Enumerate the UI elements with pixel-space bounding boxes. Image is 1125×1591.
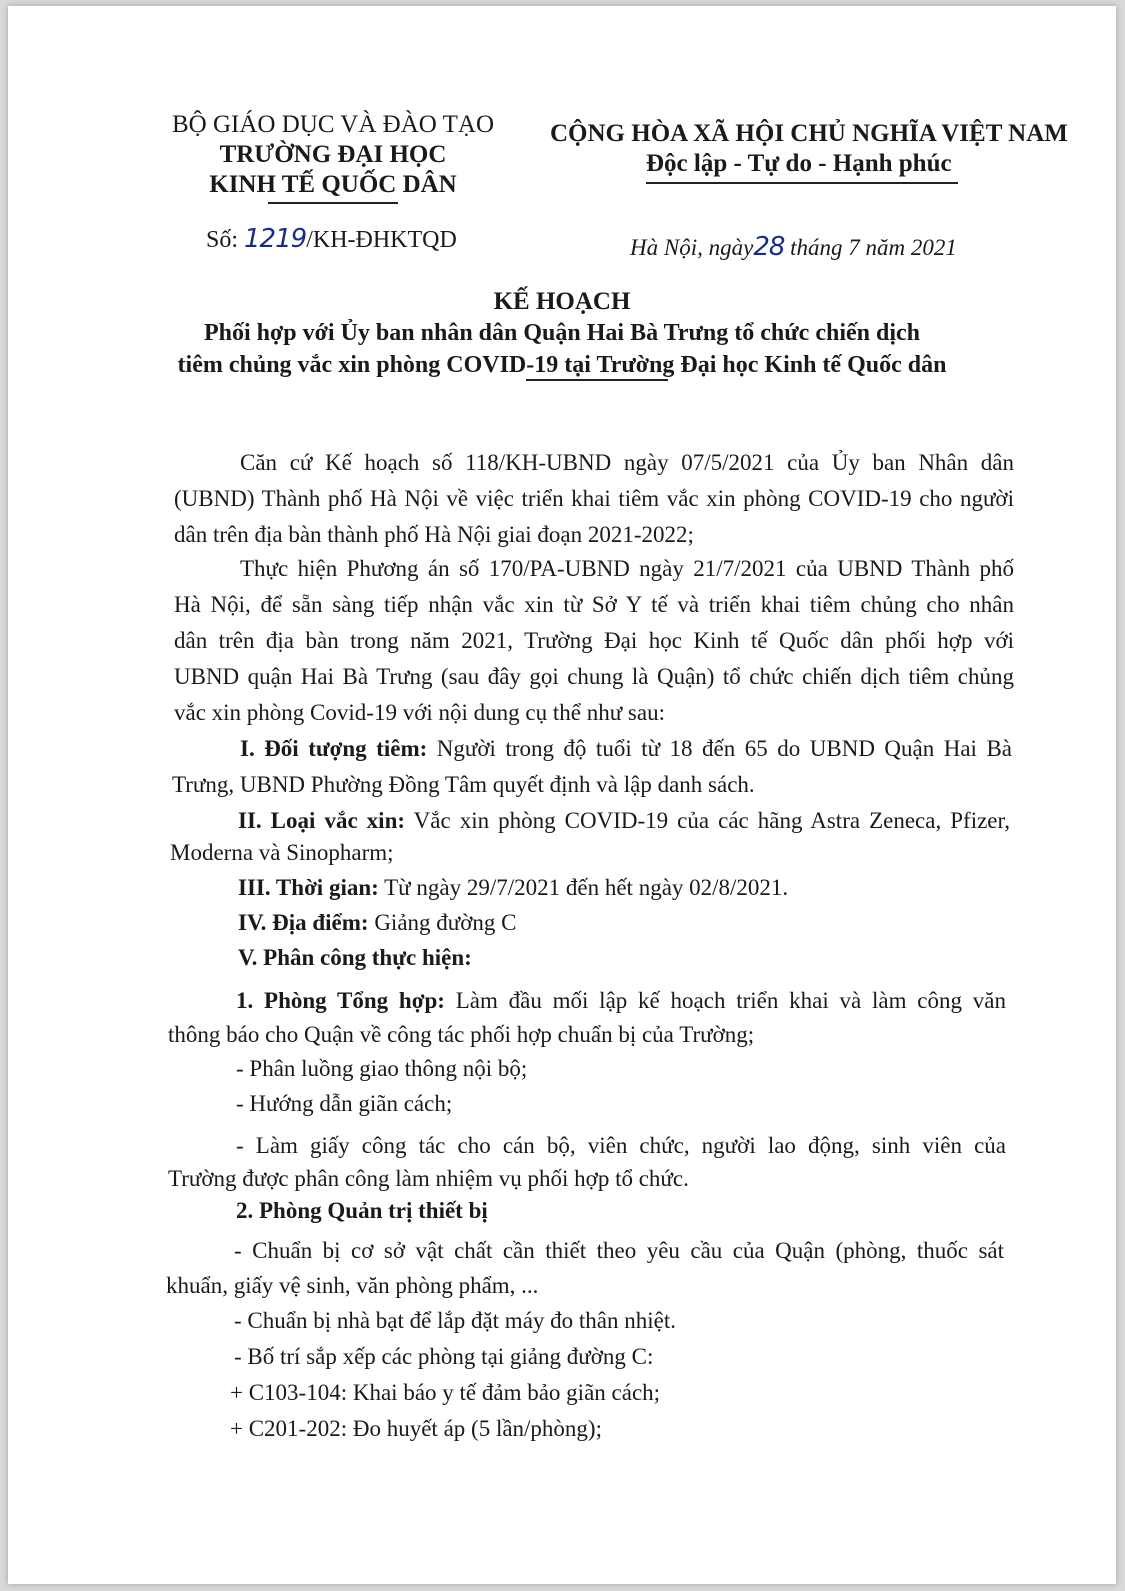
national-motto: Độc lập - Tự do - Hạnh phúc	[646, 150, 952, 177]
section-3	[238, 870, 788, 906]
duty-2-bullet-1-line2: khuẩn, giấy vệ sinh, văn phòng phẩm, ...	[166, 1273, 539, 1298]
duty-1-line2: thông báo cho Quận về công tác phối hợp chuẩn bị của Trường;	[168, 1022, 755, 1047]
handwritten-number: 1219	[244, 224, 307, 254]
title-underline	[526, 379, 668, 381]
section-2-line2: Moderna và Sinopharm;	[170, 840, 394, 865]
paragraph-2-line4: UBND quận Hai Bà Trưng (sau đây gọi chung là Quận) tổ chức chiến dịch tiêm chủng	[174, 664, 1014, 689]
duty-2-room-2: + C201-202: Đo huyết áp (5 lần/phòng);	[230, 1416, 602, 1441]
school-name-line2: KINH TẾ QUỐC DÂN	[209, 171, 457, 198]
section-1-line1	[240, 731, 1012, 767]
paragraph-2-line1: Thực hiện Phương án số 170/PA-UBND ngày 21/7/2021 của UBND Thành phố	[240, 556, 1014, 581]
paragraph-1-line3: dân trên địa bàn thành phố Hà Nội giai đoạn 2021-2022;	[174, 522, 694, 547]
paragraph-1-line2: (UBND) Thành phố Hà Nội về việc triển khai tiêm vắc xin phòng COVID-19 cho người	[174, 486, 1014, 511]
section-2-text: Vắc xin phòng COVID-19 của các hãng Astra Zeneca, Pfizer,	[405, 808, 1011, 833]
section-2-line1	[238, 803, 1010, 839]
duty-2-bullet-2: - Chuẩn bị nhà bạt để lắp đặt máy đo thân nhiệt.	[234, 1308, 676, 1333]
duty-2-room-1: + C103-104: Khai báo y tế đảm bảo giãn cách;	[230, 1380, 661, 1405]
handwritten-day: 28	[753, 232, 785, 262]
duty-1-label: 1. Phòng Tổng hợp:	[236, 988, 445, 1013]
document-page	[8, 6, 1116, 1584]
ministry-name: BỘ GIÁO DỤC VÀ ĐÀO TẠO	[172, 111, 494, 138]
country-name: CỘNG HÒA XÃ HỘI CHỦ NGHĨA VIỆT NAM	[550, 120, 1068, 147]
section-4-text: Giảng đường C	[368, 910, 517, 935]
paragraph-2-line2: Hà Nội, để sẵn sàng tiếp nhận vắc xin từ Sở Y tế và triển khai tiêm chủng cho nhân	[174, 592, 1014, 617]
duty-1-bullet-2: - Hướng dẫn giãn cách;	[236, 1091, 453, 1116]
date-prefix: Hà Nội, ngày	[630, 235, 754, 260]
document-subtitle-line2: tiêm chủng vắc xin phòng COVID-19 tại Trường Đại học Kinh tế Quốc dân	[177, 352, 947, 378]
duty-1-bullet-3-line1: - Làm giấy công tác cho cán bộ, viên chức, người lao động, sinh viên của	[236, 1133, 1006, 1158]
paragraph-1-line1: Căn cứ Kế hoạch số 118/KH-UBND ngày 07/5/2021 của Ủy ban Nhân dân	[240, 450, 1014, 475]
header-left-underline	[268, 202, 398, 204]
section-1-label: I. Đối tượng tiêm:	[240, 736, 428, 761]
section-3-text: Từ ngày 29/7/2021 đến hết ngày 02/8/2021.	[378, 875, 789, 900]
duty-1-bullet-3-line2: Trường được phân công làm nhiệm vụ phối hợp tổ chức.	[168, 1166, 689, 1191]
document-number	[206, 224, 457, 254]
section-2-label: II. Loại vắc xin:	[238, 808, 406, 833]
section-3-label: III. Thời gian:	[238, 875, 379, 900]
section-1-text: Người trong độ tuổi từ 18 đến 65 do UBND Quận Hai Bà	[427, 736, 1012, 761]
duty-2-heading: 2. Phòng Quản trị thiết bị	[236, 1198, 488, 1223]
section-1-line2: Trưng, UBND Phường Đồng Tâm quyết định và lập danh sách.	[172, 772, 755, 797]
school-name-line1: TRƯỜNG ĐẠI HỌC	[219, 141, 447, 168]
paragraph-2-line3: dân trên địa bàn trong năm 2021, Trường Đại học Kinh tế Quốc dân phối hợp với	[174, 628, 1014, 653]
duty-2-bullet-3: - Bố trí sắp xếp các phòng tại giảng đường C:	[234, 1344, 654, 1369]
duty-2-bullet-1-line1: - Chuẩn bị cơ sở vật chất cần thiết theo yêu cầu của Quận (phòng, thuốc sát	[234, 1238, 1004, 1263]
section-5-heading: V. Phân công thực hiện:	[238, 945, 472, 970]
motto-underline	[646, 182, 958, 184]
duty-1-bullet-1: - Phân luồng giao thông nội bộ;	[236, 1056, 528, 1081]
duty-1-line1	[236, 983, 1006, 1019]
document-title: KẾ HOẠCH	[493, 288, 631, 315]
section-4-label: IV. Địa điểm:	[238, 910, 369, 935]
duty-1-text: Làm đầu mối lập kế hoạch triển khai và làm công văn	[444, 988, 1006, 1013]
document-number-suffix: /KH-ĐHKTQD	[306, 227, 457, 253]
document-number-prefix: Số:	[206, 227, 245, 253]
section-4	[238, 905, 517, 941]
date-suffix: tháng 7 năm 2021	[784, 235, 957, 260]
document-date	[630, 232, 957, 262]
paragraph-2-line5: vắc xin phòng Covid-19 với nội dung cụ thể như sau:	[174, 700, 665, 725]
document-subtitle-line1: Phối hợp với Ủy ban nhân dân Quận Hai Bà Trưng tổ chức chiến dịch	[203, 320, 920, 346]
